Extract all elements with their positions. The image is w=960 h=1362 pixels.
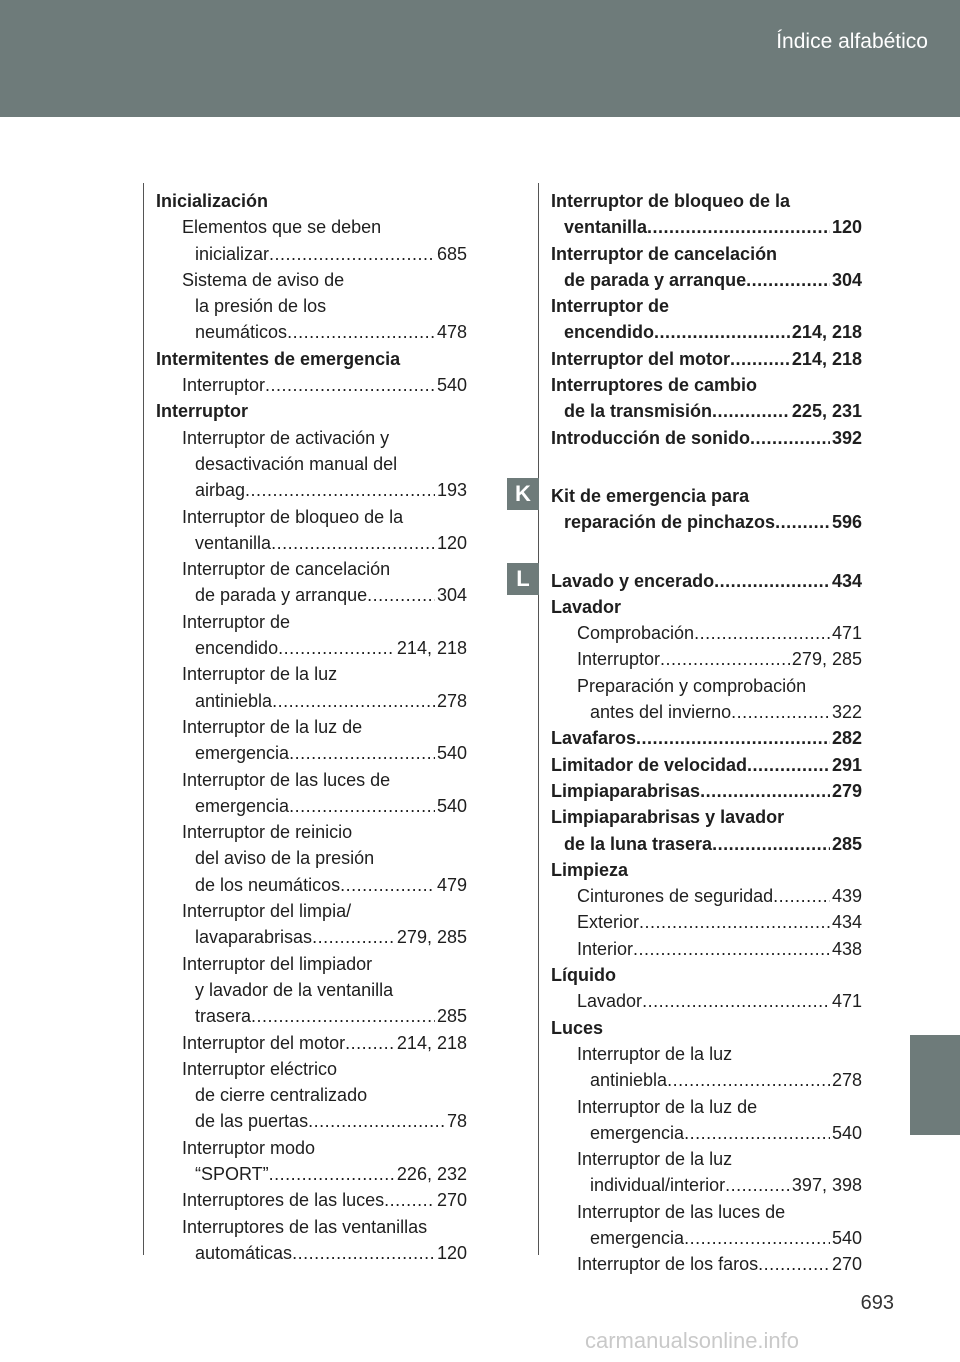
dot-leader [684, 1225, 830, 1251]
entry-text: Lavado y encerado [551, 570, 715, 591]
entry-term: Elementos que se deben [182, 217, 382, 238]
page-reference[interactable]: 279, 285 [791, 649, 862, 670]
index-entry [551, 293, 862, 346]
dot-leader [287, 319, 435, 345]
entry-term-continued: la presión de los [195, 296, 327, 317]
dot-leader [714, 568, 830, 594]
page-reference[interactable]: 439 [831, 886, 862, 907]
page-reference[interactable]: 478 [436, 322, 467, 343]
page-reference[interactable]: 291 [831, 754, 862, 775]
index-entry [156, 425, 467, 504]
entry-page-line [577, 883, 862, 909]
entry-text: de las puertas [195, 1111, 309, 1132]
index-entry [551, 804, 862, 857]
section-l [551, 568, 862, 1278]
dot-leader [725, 1172, 790, 1198]
index-entry [551, 1251, 862, 1277]
index-entry [551, 962, 862, 988]
entry-page-line [182, 241, 467, 267]
index-entry [551, 725, 862, 751]
entry-page-line [182, 372, 467, 398]
page-reference[interactable]: 270 [436, 1190, 467, 1211]
index-entry [156, 767, 467, 820]
index-entry [551, 241, 862, 294]
entry-page-line [182, 1161, 467, 1187]
entry-text: inicializar [195, 243, 270, 264]
entry-page-line [182, 872, 467, 898]
entry-term: Kit de emergencia para [551, 485, 750, 506]
entry-page-line [551, 725, 862, 751]
dot-leader [660, 646, 790, 672]
page-reference[interactable]: 540 [436, 743, 467, 764]
entry-term: Limpieza [551, 859, 629, 880]
entry-page-line [182, 1003, 467, 1029]
index-entry [156, 661, 467, 714]
entry-text: neumáticos [195, 322, 288, 343]
entry-text: reparación de pinchazos [564, 512, 776, 533]
entry-term: Limpiaparabrisas y lavador [551, 807, 785, 828]
page-reference[interactable]: 120 [436, 1242, 467, 1263]
index-entry [551, 909, 862, 935]
entry-term: Preparación y comprobación [577, 675, 807, 696]
section-k [551, 483, 862, 536]
entry-term: Interruptor de bloqueo de la [182, 506, 404, 527]
index-entry [551, 594, 862, 620]
header-band [0, 0, 960, 117]
watermark: carmanualsonline.info [585, 1328, 800, 1353]
entry-page-line [182, 793, 467, 819]
dot-leader [747, 752, 830, 778]
entry-page-line [551, 398, 862, 424]
dot-leader [312, 924, 395, 950]
entry-text: Interruptor [182, 375, 266, 396]
entry-term: Interruptor de la luz de [577, 1096, 758, 1117]
entry-term: Interruptor del limpia/ [182, 901, 352, 922]
left-column-rule [143, 183, 144, 1255]
section-tab [910, 1035, 960, 1135]
page-reference[interactable]: 392 [831, 427, 862, 448]
entry-text: de parada y arranque [564, 269, 747, 290]
index-entry [551, 857, 862, 883]
page-reference[interactable]: 596 [831, 512, 862, 533]
entry-term: Interruptor de la luz de [182, 716, 363, 737]
page-reference[interactable]: 685 [436, 243, 467, 264]
page-reference[interactable]: 214, 218 [396, 638, 467, 659]
entry-term: Interruptor modo [182, 1137, 316, 1158]
entry-page-line [551, 752, 862, 778]
entry-page-line [577, 1172, 862, 1198]
index-entry [551, 778, 862, 804]
dot-leader [308, 1108, 445, 1134]
index-entry [551, 425, 862, 451]
entry-page-line [577, 646, 862, 672]
dot-leader [694, 620, 830, 646]
index-entry [551, 1041, 862, 1094]
dot-leader [340, 872, 435, 898]
entry-text: antes del invierno [590, 702, 732, 723]
index-entry [551, 188, 862, 241]
page-reference[interactable]: 214, 218 [791, 348, 862, 369]
index-entry [156, 951, 467, 1030]
index-entry [156, 1056, 467, 1135]
entry-term: Interruptores de las ventanillas [182, 1216, 428, 1237]
page-reference[interactable]: 226, 232 [396, 1163, 467, 1184]
index-entry [551, 673, 862, 726]
entry-text: Lavador [577, 991, 643, 1012]
entry-page-line [577, 699, 862, 725]
entry-page-line [182, 1108, 467, 1134]
index-entry [551, 346, 862, 372]
dot-leader [746, 267, 830, 293]
entry-text: emergencia [590, 1227, 685, 1248]
index-entry [156, 1135, 467, 1188]
dot-leader [289, 740, 435, 766]
entry-text: de la luna trasera [564, 833, 713, 854]
dot-leader [367, 582, 435, 608]
page-reference[interactable]: 304 [436, 585, 467, 606]
page-reference[interactable]: 279, 285 [396, 927, 467, 948]
entry-text: encendido [564, 322, 655, 343]
page-reference[interactable]: 285 [436, 1006, 467, 1027]
entry-term: Interruptores de cambio [551, 375, 758, 396]
entry-page-line [551, 425, 862, 451]
entry-text: de la transmisión [564, 401, 713, 422]
entry-term: Inicialización [156, 191, 269, 211]
page-reference[interactable]: 471 [831, 991, 862, 1012]
dot-leader [684, 1120, 830, 1146]
entry-page-line [182, 924, 467, 950]
index-column-left [156, 188, 467, 1266]
page-reference[interactable]: 479 [436, 874, 467, 895]
page-number: 693 [860, 1292, 894, 1314]
entry-term: Interruptor de bloqueo de la [551, 191, 791, 211]
entry-term: Lavador [551, 596, 622, 617]
index-entry [156, 372, 467, 398]
dot-leader [758, 1251, 830, 1277]
entry-term: Interruptor del limpiador [182, 953, 373, 974]
page-reference[interactable]: 540 [831, 1122, 862, 1143]
index-entry [551, 936, 862, 962]
page-reference[interactable]: 540 [436, 795, 467, 816]
entry-page-line [551, 214, 862, 240]
entry-text: Interruptor [577, 649, 661, 670]
entry-term-continued: de cierre centralizado [195, 1085, 368, 1106]
page-reference[interactable]: 278 [436, 690, 467, 711]
entry-term: Interruptor eléctrico [182, 1058, 338, 1079]
page-reference[interactable]: 304 [831, 269, 862, 290]
entry-page-line [577, 988, 862, 1014]
entry-page-line [182, 740, 467, 766]
page-reference[interactable]: 270 [831, 1254, 862, 1275]
entry-text: Limitador de velocidad [551, 754, 748, 775]
dot-leader [647, 214, 830, 240]
index-entry [551, 883, 862, 909]
entry-text: Interruptor del motor [182, 1032, 346, 1053]
index-entry [156, 504, 467, 557]
index-entry [156, 398, 467, 424]
page-reference[interactable]: 282 [831, 728, 862, 749]
page-reference[interactable]: 214, 218 [791, 322, 862, 343]
dot-leader [271, 530, 435, 556]
entry-page-line [182, 688, 467, 714]
letter-badge-k: K [507, 478, 539, 510]
entry-term: Interruptor de la luz [577, 1149, 733, 1170]
page-title: Índice alfabético [776, 30, 928, 53]
entry-text: Interruptor de los faros [577, 1254, 759, 1275]
entry-term: Líquido [551, 965, 616, 986]
entry-text: Cinturones de seguridad [577, 886, 774, 907]
entry-term: Interruptor de reinicio [182, 822, 353, 843]
page-reference[interactable]: 285 [831, 833, 862, 854]
dot-leader [289, 793, 435, 819]
entry-page-line [551, 319, 862, 345]
dot-leader [269, 241, 435, 267]
entry-text: de parada y arranque [195, 585, 368, 606]
page-reference[interactable]: 471 [831, 623, 862, 644]
dot-leader [654, 319, 790, 345]
index-entry [156, 1187, 467, 1213]
entry-term-continued: desactivación manual del [195, 453, 398, 474]
entry-text: antiniebla [195, 690, 273, 711]
entry-page-line [577, 1251, 862, 1277]
page-reference[interactable]: 225, 231 [791, 401, 862, 422]
entry-page-line [182, 1030, 467, 1056]
entry-text: emergencia [195, 795, 290, 816]
index-entry [551, 1146, 862, 1199]
entry-term: Interruptor de [182, 611, 291, 632]
dot-leader [642, 988, 830, 1014]
dot-leader [272, 688, 435, 714]
page-reference[interactable]: 120 [436, 532, 467, 553]
entry-term: Luces [551, 1017, 604, 1038]
entry-page-line [182, 635, 467, 661]
page-reference[interactable]: 120 [831, 217, 862, 238]
dot-leader [345, 1030, 395, 1056]
entry-text: encendido [195, 638, 279, 659]
entry-page-line [551, 831, 862, 857]
dot-leader [730, 346, 790, 372]
entry-text: Introducción de sonido [551, 427, 750, 448]
dot-leader [712, 831, 830, 857]
page-reference[interactable]: 78 [446, 1111, 467, 1132]
entry-text: Limpiaparabrisas [551, 780, 701, 801]
page-reference[interactable]: 322 [831, 702, 862, 723]
dot-leader [712, 398, 790, 424]
index-entry [156, 819, 467, 898]
entry-page-line [182, 477, 467, 503]
entry-text: lavaparabrisas [195, 927, 313, 948]
index-entry [551, 988, 862, 1014]
entry-term-continued: y lavador de la ventanilla [195, 979, 394, 1000]
dot-leader [251, 1003, 435, 1029]
dot-leader [667, 1067, 830, 1093]
entry-term: Interruptor [156, 401, 248, 422]
entry-text: Interruptores de las luces [182, 1190, 385, 1211]
index-entry [156, 346, 467, 372]
page-reference[interactable]: 278 [831, 1070, 862, 1091]
index-entry [551, 1094, 862, 1147]
entry-page-line [182, 582, 467, 608]
page-reference[interactable]: 434 [831, 912, 862, 933]
entry-page-line [182, 319, 467, 345]
page-reference[interactable]: 540 [831, 1227, 862, 1248]
entry-text: ventanilla [195, 532, 272, 553]
entry-term: Interruptor de las luces de [577, 1201, 786, 1222]
index-entry [156, 609, 467, 662]
entry-page-line [182, 530, 467, 556]
entry-page-line [551, 346, 862, 372]
entry-text: de los neumáticos [195, 874, 341, 895]
entry-term: Interruptor de las luces de [182, 769, 391, 790]
entry-term-continued: del aviso de la presión [195, 848, 375, 869]
dot-leader [633, 936, 830, 962]
page-reference[interactable]: 193 [436, 480, 467, 501]
page-reference[interactable]: 214, 218 [396, 1032, 467, 1053]
right-column-rule [538, 183, 539, 1255]
index-entry [551, 568, 862, 594]
entry-text: Exterior [577, 912, 640, 933]
page-reference[interactable]: 438 [831, 938, 862, 959]
dot-leader [292, 1240, 435, 1266]
entry-page-line [577, 936, 862, 962]
dot-leader [384, 1187, 435, 1213]
dot-leader [265, 372, 435, 398]
entry-text: “SPORT” [195, 1163, 269, 1184]
index-entry [156, 1214, 467, 1267]
entry-page-line [577, 1067, 862, 1093]
index-entry [551, 646, 862, 672]
index-entry [551, 752, 862, 778]
letter-badge-l: L [507, 563, 539, 595]
entry-text: emergencia [195, 743, 290, 764]
dot-leader [731, 699, 830, 725]
entry-page-line [551, 509, 862, 535]
section-i [551, 188, 862, 451]
dot-leader [639, 909, 830, 935]
index-entry [156, 898, 467, 951]
entry-text: Interior [577, 938, 634, 959]
index-entry [156, 267, 467, 346]
entry-text: Lavafaros [551, 728, 637, 749]
index-entry [551, 1199, 862, 1252]
entry-page-line [577, 1225, 862, 1251]
entry-term: Interruptor de [551, 296, 670, 317]
index-entry [551, 1015, 862, 1041]
page-reference[interactable]: 397, 398 [791, 1175, 862, 1196]
dot-leader [700, 778, 830, 804]
entry-term: Interruptor de la luz [577, 1043, 733, 1064]
index-entry [156, 214, 467, 267]
entry-term: Interruptor de la luz [182, 664, 338, 685]
page-reference[interactable]: 540 [436, 375, 467, 396]
entry-term: Interruptor de activación y [182, 427, 390, 448]
dot-leader [636, 725, 830, 751]
entry-text: airbag [195, 480, 246, 501]
dot-leader [278, 635, 395, 661]
dot-leader [269, 1161, 395, 1187]
index-entry [551, 620, 862, 646]
index-entry [156, 188, 467, 214]
entry-page-line [182, 1187, 467, 1213]
entry-text: emergencia [590, 1122, 685, 1143]
entry-text: Interruptor del motor [551, 348, 730, 369]
index-entry [156, 1030, 467, 1056]
entry-text: Comprobación [577, 623, 695, 644]
index-entry [551, 483, 862, 536]
entry-page-line [551, 568, 862, 594]
entry-term: Interruptor de cancelación [182, 559, 391, 580]
entry-page-line [551, 267, 862, 293]
entry-page-line [577, 1120, 862, 1146]
entry-text: antiniebla [590, 1070, 668, 1091]
entry-text: trasera [195, 1006, 252, 1027]
entry-term: Sistema de aviso de [182, 269, 345, 290]
dot-leader [775, 509, 830, 535]
index-column-right [551, 188, 862, 1278]
page-reference[interactable]: 279 [831, 780, 862, 801]
entry-page-line [577, 620, 862, 646]
page-reference[interactable]: 434 [831, 570, 862, 591]
entry-text: individual/interior [590, 1175, 726, 1196]
index-entry [156, 556, 467, 609]
dot-leader [773, 883, 830, 909]
index-entry [156, 714, 467, 767]
index-entry [551, 372, 862, 425]
entry-page-line [577, 909, 862, 935]
entry-page-line [182, 1240, 467, 1266]
dot-leader [750, 425, 830, 451]
entry-term: Interruptor de cancelación [551, 243, 778, 264]
dot-leader [245, 477, 435, 503]
entry-text: automáticas [195, 1242, 293, 1263]
entry-term: Intermitentes de emergencia [156, 348, 401, 369]
entry-page-line [551, 778, 862, 804]
entry-text: ventanilla [564, 217, 648, 238]
